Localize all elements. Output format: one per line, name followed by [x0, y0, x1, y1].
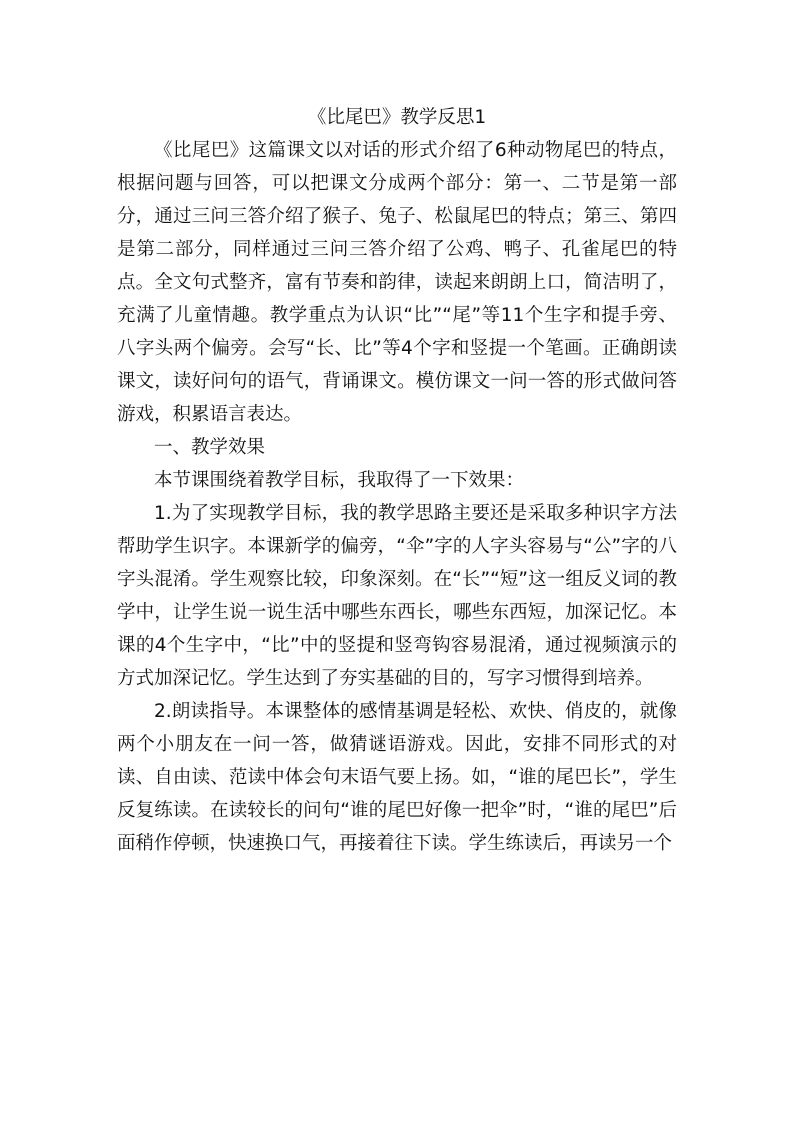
- document-body: [117, 101, 677, 860]
- paragraph-point-1: 1.为了实现教学目标，我的教学思路主要还是采取多种识字方法帮助学生识字。本课新学的偏旁，“伞”字的人字头容易与“公”字的八字头混淆。学生观察比较，印象深刻。在“长”“短”这一组反义词的教学中，让学生说一说生活中哪些东西长，哪些东西短，加深记忆。本课的4个生字中，“比”中的竖提和竖弯钩容易混淆，通过视频演示的方式加深记忆。学生达到了夯实基础的目的，写字习惯得到培养。: [117, 503, 677, 689]
- paragraph-point-2: 2.朗读指导。本课整体的感情基调是轻松、欢快、俏皮的，就像两个小朋友在一问一答，做猜谜语游戏。因此，安排不同形式的对读、自由读、范读中体会句末语气要上扬。如，“谁的尾巴长”，学生反复练读。在读较长的问句“谁的尾巴好像一把伞”时，“谁的尾巴”后面稍作停顿，快速换口气，再接着往下读。学生练读后，再读另一个: [117, 701, 677, 854]
- document-title: 《比尾巴》教学反思1: [307, 107, 487, 128]
- paragraph-effect-summary: 本节课围绕着教学目标，我取得了一下效果：: [154, 470, 525, 491]
- section-heading-teaching-effect: 一、教学效果: [154, 437, 266, 458]
- paragraph-intro: 《比尾巴》这篇课文以对话的形式介绍了6种动物尾巴的特点，根据问题与回答，可以把课文分成两个部分：第一、二节是第一部分，通过三问三答介绍了猴子、兔子、松鼠尾巴的特点；第三、第四是第二部分，同样通过三问三答介绍了公鸡、鸭子、孔雀尾巴的特点。全文句式整齐，富有节奏和韵律，读起来朗朗上口，简洁明了，充满了儿童情趣。教学重点为认识“比”“尾”等11个生字和提手旁、八字头两个偏旁。会写“长、比”等4个字和竖提一个笔画。正确朗读课文，读好问句的语气，背诵课文。模仿课文一问一答的形式做问答游戏，积累语言表达。: [117, 140, 677, 425]
